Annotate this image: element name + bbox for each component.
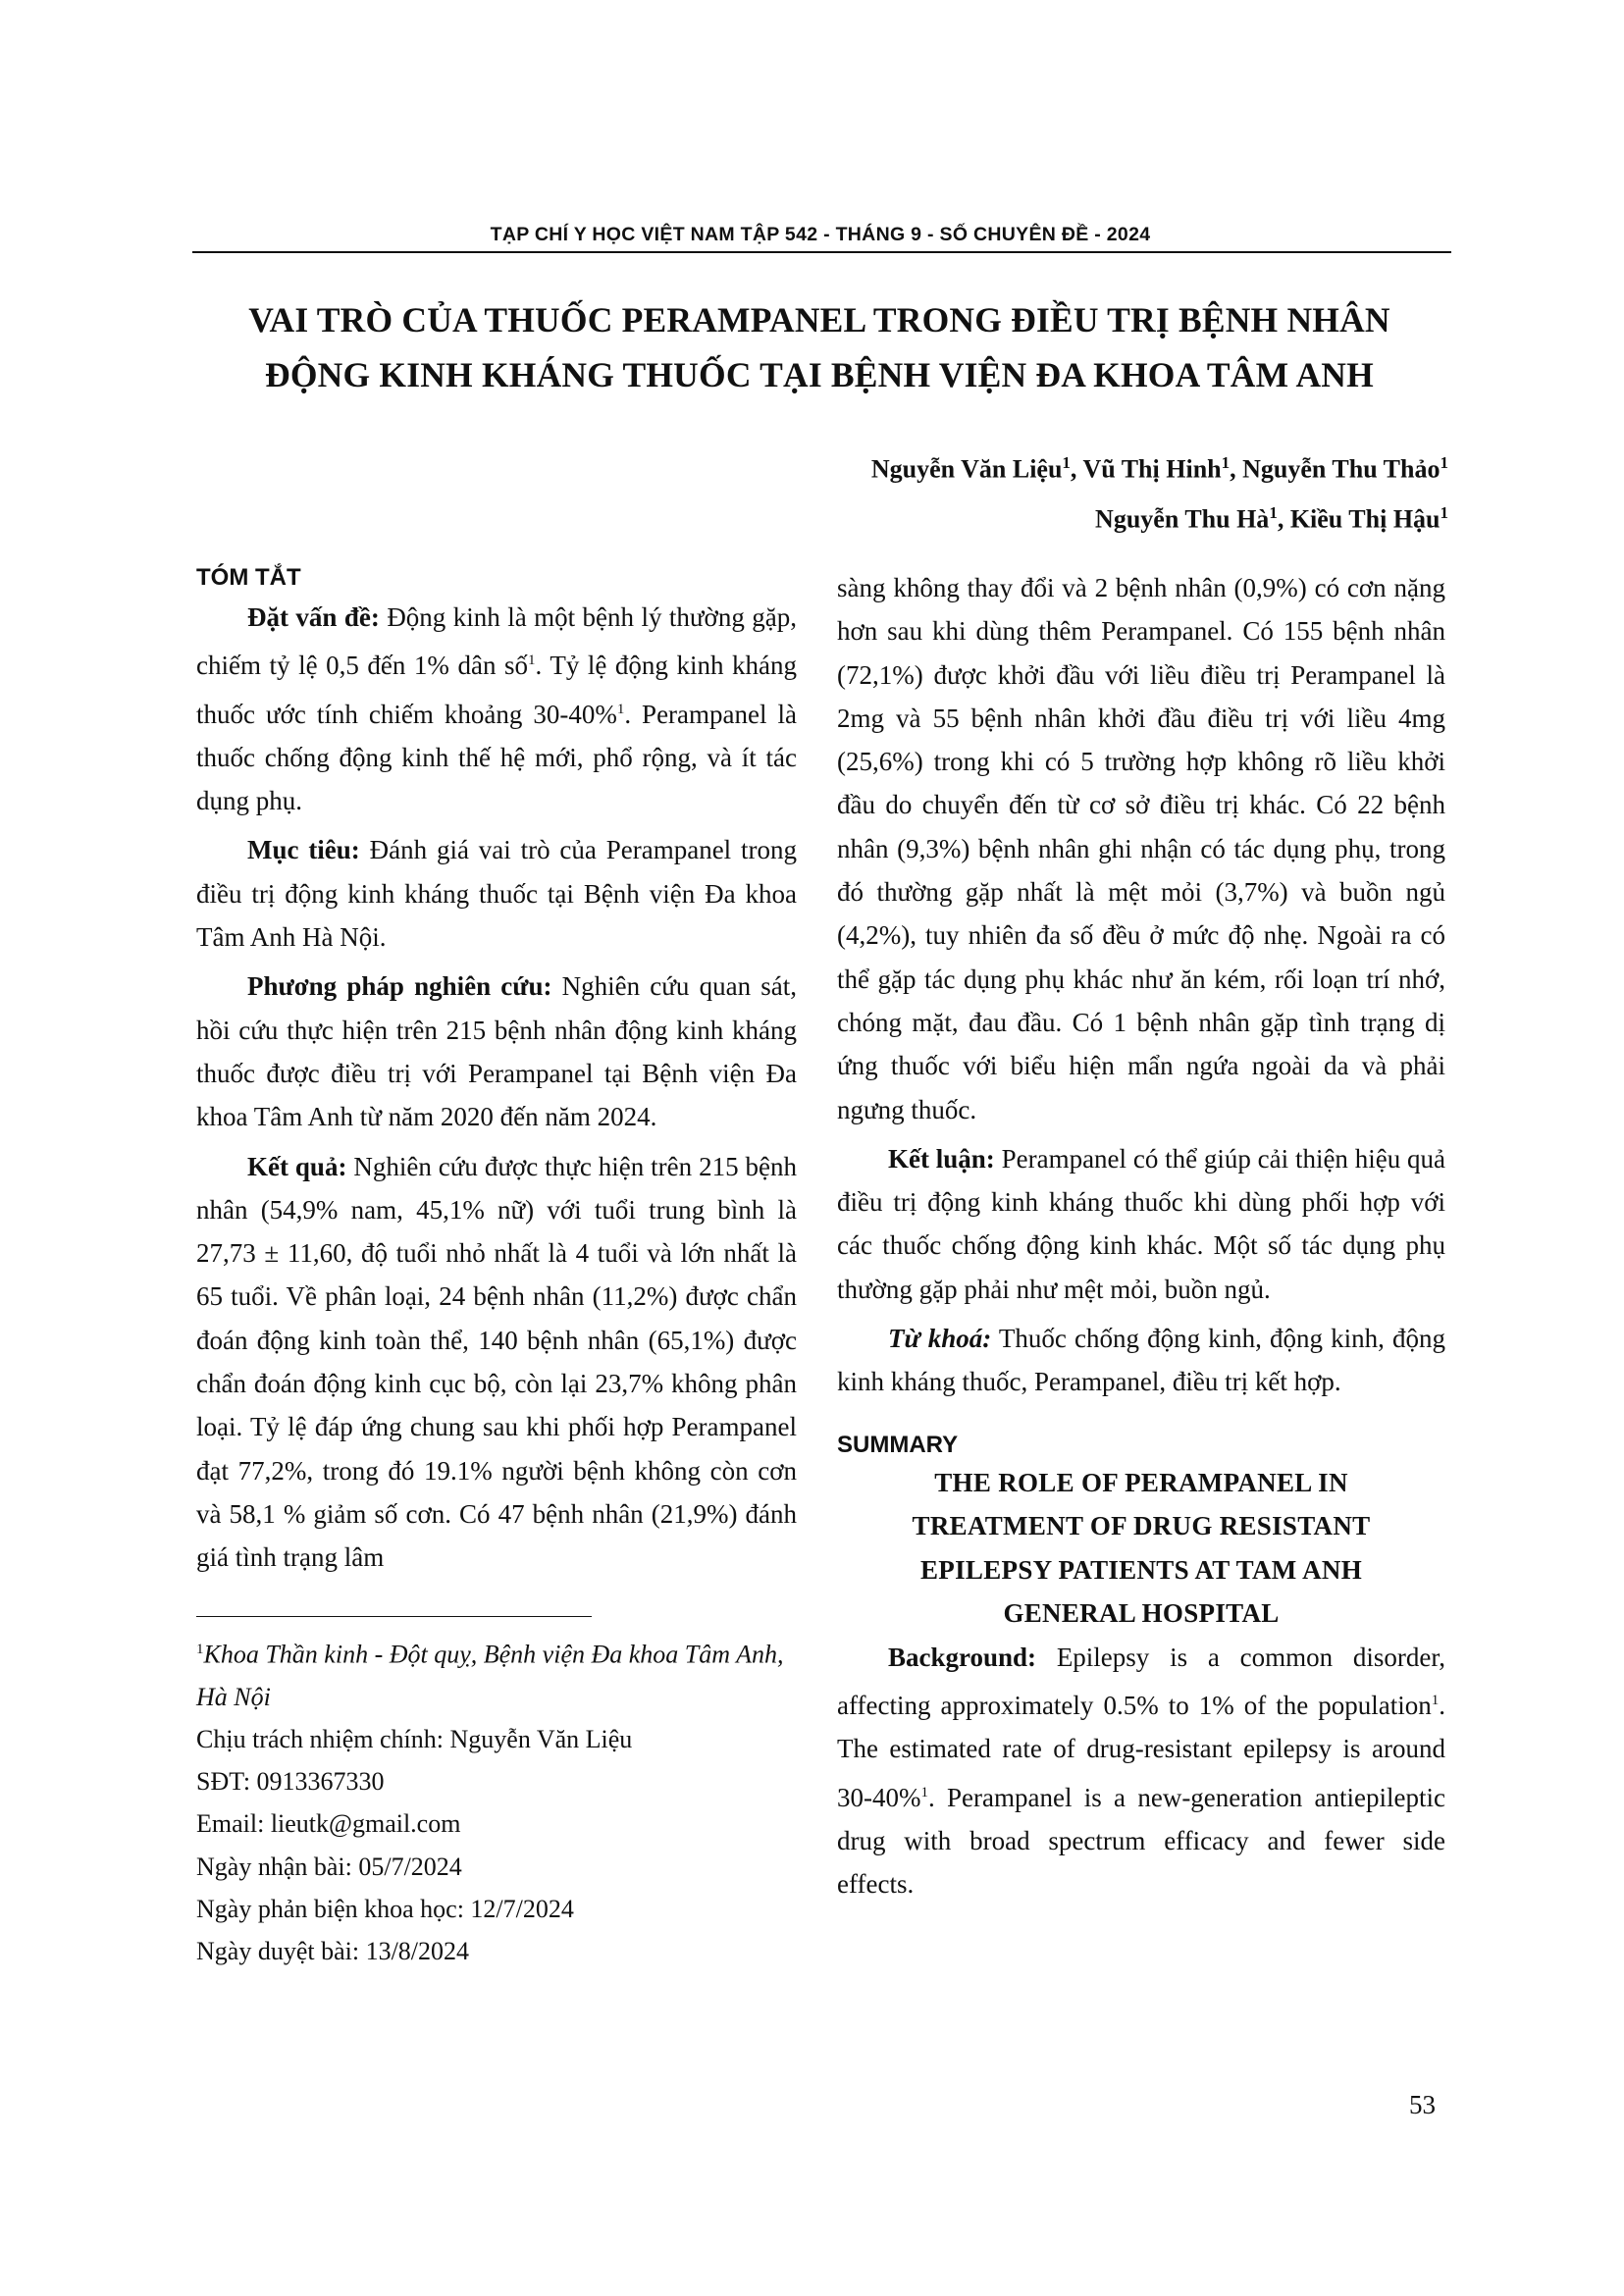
objective-label: Mục tiêu: xyxy=(247,835,360,865)
abstract-objective xyxy=(196,828,797,959)
left-column xyxy=(196,564,797,1580)
affiliation-mark: 1 xyxy=(1440,453,1448,472)
footnote-affiliation xyxy=(196,1629,805,1718)
affiliation-text: Khoa Thần kinh - Đột quỵ, Bệnh viện Đa khoa Tâm Anh, Hà Nội xyxy=(196,1640,784,1711)
reference-mark: 1 xyxy=(1431,1692,1440,1708)
article-title xyxy=(157,292,1482,402)
affiliation-mark: 1 xyxy=(1062,453,1071,472)
footnotes xyxy=(196,1629,805,1972)
summary-title-line-3: EPILEPSY PATIENTS AT TAM ANH xyxy=(920,1554,1362,1585)
results-text: Nghiên cứu được thực hiện trên 215 bệnh nhân (54,9% nam, 45,1% nữ) với tuổi trung bình là 27,73 ± 11,60, độ tuổi nhỏ nhất là 4 tuổi và lớn nhất là 65 tuổi. Về phân loại, 24 bệnh nhân (11,2%) được chẩn đoán động kinh toàn thể, 140 bệnh nhân (65,1%) được chẩn đoán động kinh cục bộ, còn lại 23,7% không phân loại. Tỷ lệ đáp ứng chung sau khi phối hợp Perampanel đạt 77,2%, trong đó 19.1% người bệnh không còn cơn và 58,1 % giảm số cơn. Có 47 bệnh nhân (21,9%) đánh giá tình trạng lâm xyxy=(196,1151,797,1573)
keywords-text: Thuốc chống động kinh, động kinh, động kinh kháng thuốc, Perampanel, điều trị kết hợp. xyxy=(837,1324,1445,1397)
author-separator: , xyxy=(1230,454,1243,484)
background-text: . Tỷ lệ động kinh kháng thuốc ước tính chiếm khoảng 30-40% xyxy=(196,651,797,729)
summary-heading: SUMMARY xyxy=(837,1431,959,1458)
article-title-line-1: VAI TRÒ CỦA THUỐC PERAMPANEL TRONG ĐIỀU TRỊ BỆNH NHÂN xyxy=(248,300,1390,339)
author-line-2 xyxy=(871,492,1448,542)
background-label: Đặt vấn đề: xyxy=(247,602,380,632)
summary-background xyxy=(837,1636,1445,1906)
abstract-background xyxy=(196,596,797,822)
conclusion-label: Kết luận: xyxy=(888,1143,995,1174)
article-title-line-2: ĐỘNG KINH KHÁNG THUỐC TẠI BỆNH VIỆN ĐA KHOA TÂM ANH xyxy=(265,355,1374,394)
affiliation-mark: 1 xyxy=(1221,453,1231,472)
summary-background-label: Background: xyxy=(888,1642,1037,1672)
page-number: 53 xyxy=(1409,2090,1436,2119)
background-text: Động kinh là một bệnh lý thường gặp, chiếm tỷ lệ 0,5 đến 1% dân số xyxy=(196,602,797,681)
footnote-corresponding: Chịu trách nhiệm chính: Nguyễn Văn Liệu xyxy=(196,1725,633,1754)
abstract-results-continued: sàng không thay đổi và 2 bệnh nhân (0,9%) có cơn nặng hơn sau khi dùng thêm Perampanel. Có 155 bệnh nhân (72,1%) được khởi đầu với liều điều trị Perampanel là 2mg và 55 bệnh nhân khởi đầu điều trị với liều 4mg (25,6%) trong khi có 5 trường hợp không rõ liều khởi đầu do chuyển đến từ cơ sở điều trị khác. Có 22 bệnh nhân (9,3%) bệnh nhân ghi nhận có tác dụng phụ, trong đó thường gặp nhất là mệt mỏi (3,7%) và buồn ngủ (4,2%), tuy nhiên đa số đều ở mức độ nhẹ. Ngoài ra có thể gặp tác dụng phụ khác như ăn kém, rối loạn trí nhớ, chóng mặt, đau đầu. Có 1 bệnh nhân gặp tình trạng dị ứng thuốc với biểu hiện mẩn ngứa ngoài da và phải ngưng thuốc. xyxy=(837,573,1445,1124)
reference-mark: 1 xyxy=(528,652,536,669)
reference-mark: 1 xyxy=(920,1784,928,1800)
summary-background-text: . The estimated rate of drug-resistant epilepsy is around 30-40% xyxy=(837,1690,1445,1812)
affiliation-mark: 1 xyxy=(1440,502,1448,522)
author-list xyxy=(871,442,1448,541)
journal-header: TẠP CHÍ Y HỌC VIỆT NAM TẬP 542 - THÁNG 9 - SỐ CHUYÊN ĐỀ - 2024 xyxy=(490,224,1151,245)
author-line-1 xyxy=(871,442,1448,492)
right-column xyxy=(837,566,1445,1905)
summary-title-line-4: GENERAL HOSPITAL xyxy=(1003,1598,1280,1629)
affiliation-mark: 1 xyxy=(1269,502,1278,522)
summary-title-line-2: TREATMENT OF DRUG RESISTANT xyxy=(912,1511,1371,1541)
footnote-phone: SĐT: 0913367330 xyxy=(196,1767,385,1797)
method-text: Nghiên cứu quan sát, hồi cứu thực hiện trên 215 bệnh nhân động kinh kháng thuốc được điều trị với Perampanel tại Bệnh viện Đa khoa Tâm Anh từ năm 2020 đến năm 2024. xyxy=(196,971,797,1132)
conclusion-text: Perampanel có thể giúp cải thiện hiệu quả điều trị động kinh kháng thuốc khi dùng phối hợp với các thuốc chống động kinh khác. Một số tác dụng phụ thường gặp phải như mệt mỏi, buồn ngủ. xyxy=(837,1143,1445,1304)
abstract-heading: TÓM TẮT xyxy=(196,564,301,591)
reference-mark: 1 xyxy=(616,701,625,717)
abstract-conclusion xyxy=(837,1137,1445,1311)
author-name: Nguyễn Thu Thảo xyxy=(1242,454,1441,484)
author-separator: , xyxy=(1070,454,1083,484)
author-name: Vũ Thị Hinh xyxy=(1082,454,1222,484)
objective-text: Đánh giá vai trò của Perampanel trong điều trị động kinh kháng thuốc tại Bệnh viện Đa khoa Tâm Anh Hà Nội. xyxy=(196,835,798,953)
footnote-email: Email: lieutk@gmail.com xyxy=(196,1809,461,1839)
header-rule xyxy=(192,251,1451,253)
background-text: . Perampanel là thuốc chống động kinh thế hệ mới, phổ rộng, và ít tác dụng phụ. xyxy=(196,699,797,816)
author-separator: , xyxy=(1277,504,1290,534)
footnote-accepted: Ngày duyệt bài: 13/8/2024 xyxy=(196,1937,470,1966)
results-label: Kết quả: xyxy=(247,1151,347,1181)
footnote-reviewed: Ngày phản biện khoa học: 12/7/2024 xyxy=(196,1894,574,1923)
keywords-label: Từ khoá: xyxy=(888,1324,992,1354)
author-name: Nguyễn Văn Liệu xyxy=(870,454,1063,484)
summary-background-text: Epilepsy is a common disorder, affecting approximately 0.5% to 1% of the population xyxy=(837,1642,1445,1720)
abstract-results xyxy=(196,1145,797,1580)
affiliation-mark: 1 xyxy=(196,1642,204,1657)
summary-title-line-1: THE ROLE OF PERAMPANEL IN xyxy=(934,1467,1348,1497)
footnote-rule xyxy=(196,1616,592,1617)
author-name: Kiều Thị Hậu xyxy=(1289,504,1441,534)
summary-title xyxy=(837,1461,1445,1636)
abstract-keywords xyxy=(837,1317,1445,1404)
method-label: Phương pháp nghiên cứu: xyxy=(247,971,552,1002)
summary-background-text: . Perampanel is a new-generation antiepileptic drug with broad spectrum efficacy and fewer side effects. xyxy=(837,1782,1445,1900)
abstract-method xyxy=(196,965,797,1138)
author-name: Nguyễn Thu Hà xyxy=(1095,504,1270,534)
footnote-received: Ngày nhận bài: 05/7/2024 xyxy=(196,1852,462,1881)
